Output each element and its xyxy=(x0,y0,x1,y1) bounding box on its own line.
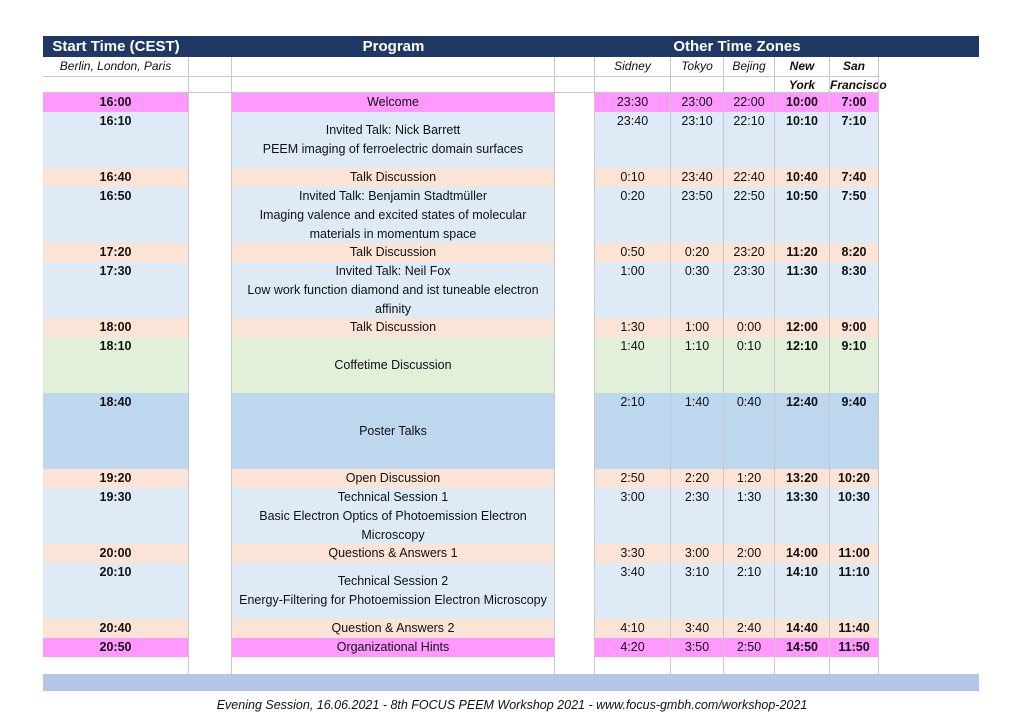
time-bejing: 2:00 xyxy=(724,544,775,563)
time-tokyo: 3:00 xyxy=(671,544,724,563)
time-bejing: 23:30 xyxy=(724,262,775,318)
time-new-york: 13:20 xyxy=(775,469,830,488)
time-sidney: 23:40 xyxy=(595,112,671,168)
start-time: 18:00 xyxy=(43,318,189,337)
time-bejing: 1:30 xyxy=(724,488,775,544)
program-cell xyxy=(232,112,555,168)
time-bejing: 23:20 xyxy=(724,243,775,262)
blank-cell xyxy=(189,563,232,619)
time-new-york: 14:40 xyxy=(775,619,830,638)
blank-cell xyxy=(555,262,595,318)
schedule-row xyxy=(43,393,979,469)
start-time: 16:40 xyxy=(43,168,189,187)
time-san-francisco: 9:40 xyxy=(830,393,879,469)
time-new-york: 14:00 xyxy=(775,544,830,563)
start-time: 17:30 xyxy=(43,262,189,318)
program-line: Technical Session 1 xyxy=(337,490,449,504)
time-sidney: 23:30 xyxy=(595,93,671,112)
bottom-bar xyxy=(43,674,979,691)
blank-cell xyxy=(555,638,595,657)
blank-cell xyxy=(555,393,595,469)
start-time: 20:40 xyxy=(43,619,189,638)
time-sidney: 3:40 xyxy=(595,563,671,619)
blank-cell xyxy=(555,318,595,337)
cities-label: Berlin, London, Paris xyxy=(43,57,189,77)
time-bejing: 22:00 xyxy=(724,93,775,112)
schedule-row xyxy=(43,619,979,638)
time-bejing: 2:40 xyxy=(724,619,775,638)
program-cell xyxy=(232,187,555,243)
program-cell xyxy=(232,469,555,488)
time-san-francisco: 11:40 xyxy=(830,619,879,638)
blank-cell xyxy=(555,619,595,638)
zone-tokyo: Tokyo xyxy=(671,57,724,77)
time-tokyo: 0:20 xyxy=(671,243,724,262)
blank-cell xyxy=(555,243,595,262)
program-line: PEEM imaging of ferroelectric domain surfaces xyxy=(262,142,524,156)
spacer-row xyxy=(43,77,979,93)
zone-bejing: Bejing xyxy=(724,57,775,77)
start-time: 18:40 xyxy=(43,393,189,469)
time-san-francisco: 7:50 xyxy=(830,187,879,243)
program-line: Invited Talk: Benjamin Stadtmüller xyxy=(298,189,488,203)
program-line: Coffetime Discussion xyxy=(334,357,452,372)
program-cell xyxy=(232,393,555,469)
time-bejing: 22:10 xyxy=(724,112,775,168)
header-start-time: Start Time (CEST) xyxy=(52,38,180,55)
schedule-row xyxy=(43,112,979,168)
program-line: Imaging valence and excited states of molecular xyxy=(259,208,527,222)
blank-cell xyxy=(189,469,232,488)
time-tokyo: 2:20 xyxy=(671,469,724,488)
time-san-francisco: 11:00 xyxy=(830,544,879,563)
program-line: materials in momentum space xyxy=(309,227,477,241)
time-new-york: 10:00 xyxy=(775,93,830,112)
blank-cell xyxy=(555,563,595,619)
program-line: Talk Discussion xyxy=(349,170,437,184)
time-new-york: 11:20 xyxy=(775,243,830,262)
schedule-row xyxy=(43,544,979,563)
time-san-francisco: 8:30 xyxy=(830,262,879,318)
schedule-row xyxy=(43,187,979,243)
time-tokyo: 2:30 xyxy=(671,488,724,544)
time-tokyo: 0:30 xyxy=(671,262,724,318)
program-cell xyxy=(232,638,555,657)
blank-cell xyxy=(189,393,232,469)
time-bejing: 0:00 xyxy=(724,318,775,337)
time-new-york: 12:00 xyxy=(775,318,830,337)
time-bejing: 0:40 xyxy=(724,393,775,469)
time-san-francisco: 9:10 xyxy=(830,337,879,393)
time-sidney: 1:40 xyxy=(595,337,671,393)
program-cell xyxy=(232,262,555,318)
time-sidney: 4:20 xyxy=(595,638,671,657)
time-tokyo: 1:00 xyxy=(671,318,724,337)
start-time: 18:10 xyxy=(43,337,189,393)
start-time: 16:50 xyxy=(43,187,189,243)
program-cell xyxy=(232,563,555,619)
program-line: Questions & Answers 1 xyxy=(328,546,458,560)
zone-new-york: New York xyxy=(775,57,830,77)
time-sidney: 0:20 xyxy=(595,187,671,243)
schedule-row xyxy=(43,469,979,488)
blank-cell xyxy=(555,112,595,168)
program-line: Low work function diamond and ist tuneable electron xyxy=(247,283,539,297)
time-new-york: 14:50 xyxy=(775,638,830,657)
blank-cell xyxy=(189,168,232,187)
time-tokyo: 1:40 xyxy=(671,393,724,469)
time-sidney: 3:00 xyxy=(595,488,671,544)
time-new-york: 10:40 xyxy=(775,168,830,187)
blank-cell xyxy=(555,544,595,563)
end-spacer xyxy=(43,657,979,674)
time-new-york: 13:30 xyxy=(775,488,830,544)
time-tokyo: 23:10 xyxy=(671,112,724,168)
time-san-francisco: 7:10 xyxy=(830,112,879,168)
time-sidney: 2:10 xyxy=(595,393,671,469)
blank-cell xyxy=(555,469,595,488)
program-line: Open Discussion xyxy=(345,471,441,485)
time-bejing: 22:40 xyxy=(724,168,775,187)
blank-cell xyxy=(189,337,232,393)
program-line: Poster Talks xyxy=(359,423,427,438)
time-sidney: 0:50 xyxy=(595,243,671,262)
blank-cell xyxy=(555,488,595,544)
blank-cell xyxy=(189,262,232,318)
blank-cell xyxy=(189,318,232,337)
schedule-row xyxy=(43,243,979,262)
program-line: Welcome xyxy=(367,95,419,109)
header-program: Program xyxy=(362,38,425,55)
blank-cell xyxy=(189,638,232,657)
blank-cell xyxy=(555,187,595,243)
program-line: Question & Answers 2 xyxy=(331,621,455,635)
time-bejing: 22:50 xyxy=(724,187,775,243)
zone-sidney: Sidney xyxy=(595,57,671,77)
time-new-york: 10:50 xyxy=(775,187,830,243)
time-tokyo: 1:10 xyxy=(671,337,724,393)
time-sidney: 0:10 xyxy=(595,168,671,187)
header-row xyxy=(43,36,979,57)
time-sidney: 2:50 xyxy=(595,469,671,488)
program-line: Invited Talk: Neil Fox xyxy=(335,264,451,278)
time-sidney: 3:30 xyxy=(595,544,671,563)
program-cell xyxy=(232,544,555,563)
time-tokyo: 3:10 xyxy=(671,563,724,619)
blank-cell xyxy=(189,544,232,563)
time-bejing: 1:20 xyxy=(724,469,775,488)
blank-cell xyxy=(189,619,232,638)
blank-cell xyxy=(189,243,232,262)
time-sidney: 1:30 xyxy=(595,318,671,337)
time-bejing: 2:50 xyxy=(724,638,775,657)
time-san-francisco: 8:20 xyxy=(830,243,879,262)
program-cell xyxy=(232,243,555,262)
start-time: 17:20 xyxy=(43,243,189,262)
start-time: 19:30 xyxy=(43,488,189,544)
time-new-york: 12:10 xyxy=(775,337,830,393)
time-new-york: 14:10 xyxy=(775,563,830,619)
program-line: Talk Discussion xyxy=(349,245,437,259)
blank-cell xyxy=(189,488,232,544)
time-san-francisco: 9:00 xyxy=(830,318,879,337)
time-san-francisco: 7:00 xyxy=(830,93,879,112)
blank-cell xyxy=(189,187,232,243)
blank-cell xyxy=(555,337,595,393)
time-san-francisco: 10:20 xyxy=(830,469,879,488)
schedule-row xyxy=(43,488,979,544)
start-time: 19:20 xyxy=(43,469,189,488)
blank-cell xyxy=(189,112,232,168)
schedule-row xyxy=(43,638,979,657)
zone-san-francisco: San Francisco xyxy=(830,59,887,92)
time-sidney: 4:10 xyxy=(595,619,671,638)
start-time: 20:10 xyxy=(43,563,189,619)
time-tokyo: 23:40 xyxy=(671,168,724,187)
start-time: 16:00 xyxy=(43,93,189,112)
schedule-row xyxy=(43,93,979,112)
schedule-row xyxy=(43,262,979,318)
time-tokyo: 23:50 xyxy=(671,187,724,243)
program-cell xyxy=(232,168,555,187)
program-cell xyxy=(232,337,555,393)
program-line: Invited Talk: Nick Barrett xyxy=(325,123,461,137)
blank-cell xyxy=(555,93,595,112)
time-new-york: 11:30 xyxy=(775,262,830,318)
time-new-york: 10:10 xyxy=(775,112,830,168)
time-san-francisco: 10:30 xyxy=(830,488,879,544)
program-line: Talk Discussion xyxy=(349,320,437,334)
start-time: 20:00 xyxy=(43,544,189,563)
time-new-york: 12:40 xyxy=(775,393,830,469)
time-san-francisco: 11:50 xyxy=(830,638,879,657)
program-line: Microscopy xyxy=(361,528,425,542)
schedule-row xyxy=(43,168,979,187)
time-bejing: 2:10 xyxy=(724,563,775,619)
program-cell xyxy=(232,318,555,337)
time-san-francisco: 7:40 xyxy=(830,168,879,187)
time-sidney: 1:00 xyxy=(595,262,671,318)
program-cell xyxy=(232,488,555,544)
program-line: Energy-Filtering for Photoemission Electron Microscopy xyxy=(239,593,547,607)
schedule-row xyxy=(43,318,979,337)
blank-cell xyxy=(555,168,595,187)
time-tokyo: 23:00 xyxy=(671,93,724,112)
start-time: 20:50 xyxy=(43,638,189,657)
schedule-row xyxy=(43,337,979,393)
program-cell xyxy=(232,93,555,112)
program-line: Technical Session 2 xyxy=(337,574,449,588)
start-time: 16:10 xyxy=(43,112,189,168)
header-other-zones: Other Time Zones xyxy=(673,38,801,55)
time-tokyo: 3:40 xyxy=(671,619,724,638)
schedule-rows xyxy=(43,93,979,657)
subheader-row xyxy=(43,57,979,92)
program-line: affinity xyxy=(375,302,411,316)
schedule-row xyxy=(43,563,979,619)
time-bejing: 0:10 xyxy=(724,337,775,393)
time-san-francisco: 11:10 xyxy=(830,563,879,619)
blank-cell xyxy=(189,93,232,112)
footer-text: Evening Session, 16.06.2021 - 8th FOCUS PEEM Workshop 2021 - www.focus-gmbh.com/workshop-2021 xyxy=(216,698,808,712)
program-line: Basic Electron Optics of Photoemission Electron xyxy=(259,509,527,523)
schedule-sheet xyxy=(43,36,979,691)
program-line: Organizational Hints xyxy=(336,640,450,654)
time-tokyo: 3:50 xyxy=(671,638,724,657)
program-cell xyxy=(232,619,555,638)
